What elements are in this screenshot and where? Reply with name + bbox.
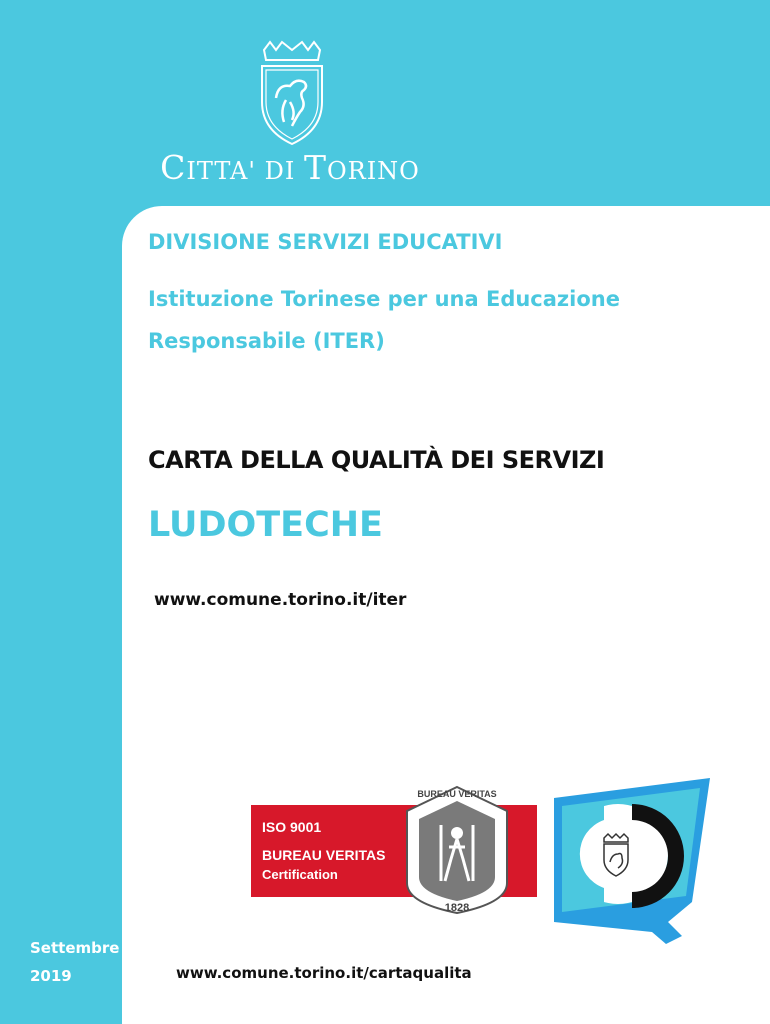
iso-label: ISO 9001 xyxy=(262,819,322,835)
seal-year-text: 1828 xyxy=(444,902,470,914)
city-name: CITTA' DI TORINO xyxy=(160,148,420,187)
quality-logo-icon xyxy=(540,776,715,946)
publication-date: Settembre 2019 xyxy=(30,939,120,985)
torino-crest-icon xyxy=(256,40,328,146)
document-title: CARTA DELLA QUALITÀ DEI SERVIZI xyxy=(148,446,605,474)
iter-link[interactable]: www.comune.torino.it/iter xyxy=(154,590,407,610)
division-title: DIVISIONE SERVIZI EDUCATIVI xyxy=(148,230,503,254)
bureau-veritas-logo xyxy=(251,785,537,915)
seal-top-text: BUREAU VERITAS xyxy=(417,789,497,799)
service-title: LUDOTECHE xyxy=(148,505,383,545)
institution-name: Istituzione Torinese per una Educazione Responsabile (ITER) xyxy=(148,287,620,353)
carta-qualita-link[interactable]: www.comune.torino.it/cartaqualita xyxy=(176,964,472,982)
bv-seal-icon xyxy=(401,785,513,915)
bv-certification: Certification xyxy=(262,867,338,882)
bv-company: BUREAU VERITAS xyxy=(262,847,386,863)
